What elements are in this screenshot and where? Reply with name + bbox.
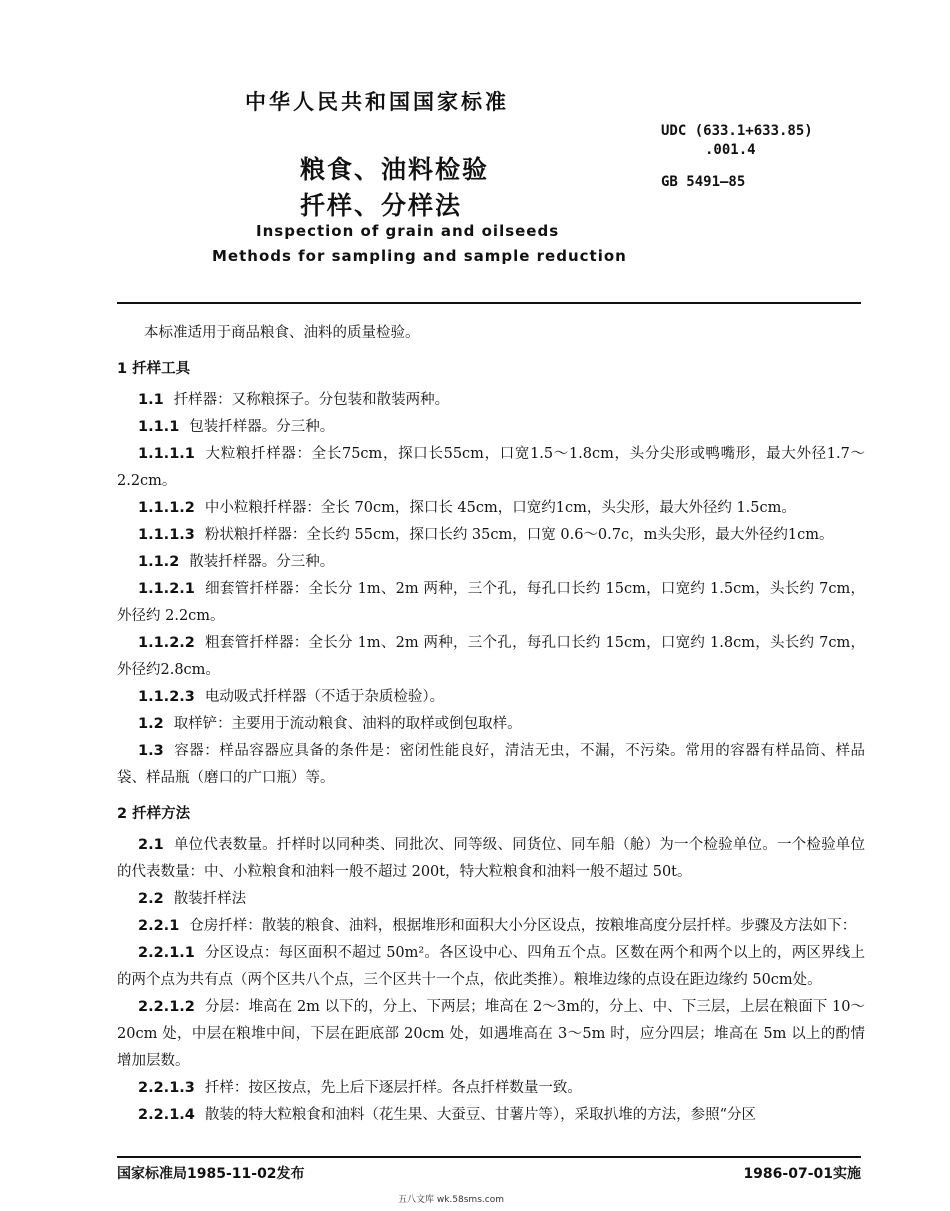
- section-heading-1: 1 扦样工具: [117, 361, 191, 377]
- clause-text: 分层：堆高在 2m 以下的，分上、下两层；堆高在 2～3m的，分上、中、下三层，上层在粮面下 10～20cm 处，中层在粮堆中间，下层在距底部 20cm 处，如遇堆高在 3～5m 时，应分四层；堆高在 5m 以上的酌情增加层数。: [117, 999, 865, 1069]
- title-chinese-line1: 粮食、油料检验: [300, 155, 490, 184]
- clause-text: 大粒粮扦样器：全长75cm，探口长55cm，口宽1.5～1.8cm，头分尖形或鸭嘴形，最大外径1.7～2.2cm。: [117, 446, 865, 489]
- clause-number: 1.1.2.3: [138, 689, 195, 705]
- section-heading-2: 2 扦样方法: [117, 806, 191, 822]
- national-standard-header: 中华人民共和国国家标准: [245, 90, 509, 114]
- clause-number: 2.2: [138, 891, 164, 907]
- footer-divider: [117, 1156, 861, 1158]
- clause: [117, 684, 865, 711]
- clause-number: 1.1.2.2: [138, 635, 195, 651]
- title-english-line2: Methods for sampling and sample reduction: [212, 247, 627, 265]
- clause-text: 容器：样品容器应具备的条件是：密闭性能良好，清洁无虫，不漏，不污染。常用的容器有样品筒、样品袋、样品瓶（磨口的广口瓶）等。: [117, 743, 865, 786]
- section-2-clauses: [117, 832, 865, 1129]
- title-english-line1: Inspection of grain and oilseeds: [256, 222, 560, 240]
- clause: [117, 414, 865, 441]
- clause-text: 分区设点：每区面积不超过 50m²。各区设中心、四角五个点。区数在两个和两个以上的，两区界线上的两个点为共有点（两个区共八个点，三个区共十一个点，依此类推）。粮堆边缘的点设在距边缘约 50cm处。: [117, 945, 865, 988]
- clause-number: 1.1.1: [138, 419, 180, 435]
- clause-number: 1.1: [138, 392, 164, 408]
- clause-text: 包装扦样器。分三种。: [189, 419, 335, 435]
- clause-number: 1.1.2.1: [138, 581, 195, 597]
- gb-number: GB 5491—85: [661, 174, 746, 190]
- clause-text: 散装的特大粒粮食和油料（花生果、大蚕豆、甘薯片等），采取扒堆的方法，参照“分区: [204, 1107, 757, 1123]
- clause-text: 取样铲：主要用于流动粮食、油料的取样或倒包取样。: [173, 716, 522, 732]
- clause-number: 1.1.1.2: [138, 500, 195, 516]
- title-chinese-line2: 扦样、分样法: [300, 191, 463, 220]
- clause-text: 粉状粮扦样器：全长约 55cm，探口长约 35cm，口宽 0.6～0.7c，m头尖形，最大外径约1cm。: [204, 527, 834, 543]
- clause-text: 散装扦样器。分三种。: [189, 554, 335, 570]
- clause: [117, 738, 865, 792]
- clause: [117, 940, 865, 994]
- clause-text: 单位代表数量。扦样时以同种类、同批次、同等级、同货位、同车船（舱）为一个检验单位。一个检验单位的代表数量：中、小粒粮食和油料一般不超过 200t，特大粒粮食和油料一般不超过 50t。: [117, 837, 865, 880]
- clause-number: 2.2.1: [138, 918, 180, 934]
- clause: [117, 711, 865, 738]
- clause-number: 2.2.1.3: [138, 1080, 195, 1096]
- clause: [117, 1102, 865, 1129]
- watermark-text: 五八文库 wk.58sms.com: [398, 1195, 504, 1205]
- intro-paragraph: 本标准适用于商品粮食、油料的质量检验。: [144, 325, 420, 341]
- udc-code-line2: .001.4: [705, 142, 756, 158]
- clause-number: 1.1.1.3: [138, 527, 195, 543]
- clause: [117, 994, 865, 1075]
- clause: [117, 522, 865, 549]
- clause-number: 2.1: [138, 837, 164, 853]
- clause: [117, 630, 865, 684]
- clause: [117, 913, 865, 940]
- clause-number: 1.2: [138, 716, 164, 732]
- issue-date: 国家标准局1985-11-02发布: [117, 1166, 305, 1182]
- clause-number: 2.2.1.4: [138, 1107, 195, 1123]
- clause: [117, 832, 865, 886]
- clause-text: 扦样器：又称粮探子。分包装和散装两种。: [173, 392, 450, 408]
- clause-text: 扦样：按区按点，先上后下逐层扦样。各点扦样数量一致。: [204, 1080, 582, 1096]
- clause-number: 1.1.2: [138, 554, 180, 570]
- clause-text: 仓房扦样：散装的粮食、油料，根据堆形和面积大小分区设点，按粮堆高度分层扦样。步骤及方法如下：: [189, 918, 857, 934]
- clause-text: 中小粒粮扦样器：全长 70cm，探口长 45cm，口宽约1cm，头尖形，最大外径约 1.5cm。: [204, 500, 796, 516]
- clause: [117, 387, 865, 414]
- clause-text: 粗套管扦样器：全长分 1m、2m 两种，三个孔，每孔口长约 15cm，口宽约 1.8cm，头长约 7cm，外径约2.8cm。: [117, 635, 865, 678]
- clause-text: 散装扦样法: [173, 891, 247, 907]
- udc-code-line1: UDC (633.1+633.85): [661, 123, 813, 139]
- document-body: [117, 320, 865, 1129]
- clause-text: 电动吸式扦样器（不适于杂质检验）。: [204, 689, 445, 705]
- clause: [117, 441, 865, 495]
- clause-text: 细套管扦样器：全长分 1m、2m 两种，三个孔，每孔口长约 15cm，口宽约 1.5cm，头长约 7cm，外径约 2.2cm。: [117, 581, 865, 624]
- section-1-clauses: [117, 387, 865, 792]
- effective-date: 1986-07-01实施: [743, 1166, 861, 1182]
- clause: [117, 1075, 865, 1102]
- clause-number: 2.2.1.2: [138, 999, 195, 1015]
- clause-number: 2.2.1.1: [138, 945, 195, 961]
- clause: [117, 549, 865, 576]
- clause-number: 1.1.1.1: [138, 446, 195, 462]
- clause: [117, 495, 865, 522]
- header-divider: [117, 302, 861, 304]
- clause: [117, 886, 865, 913]
- clause: [117, 576, 865, 630]
- clause-number: 1.3: [138, 743, 164, 759]
